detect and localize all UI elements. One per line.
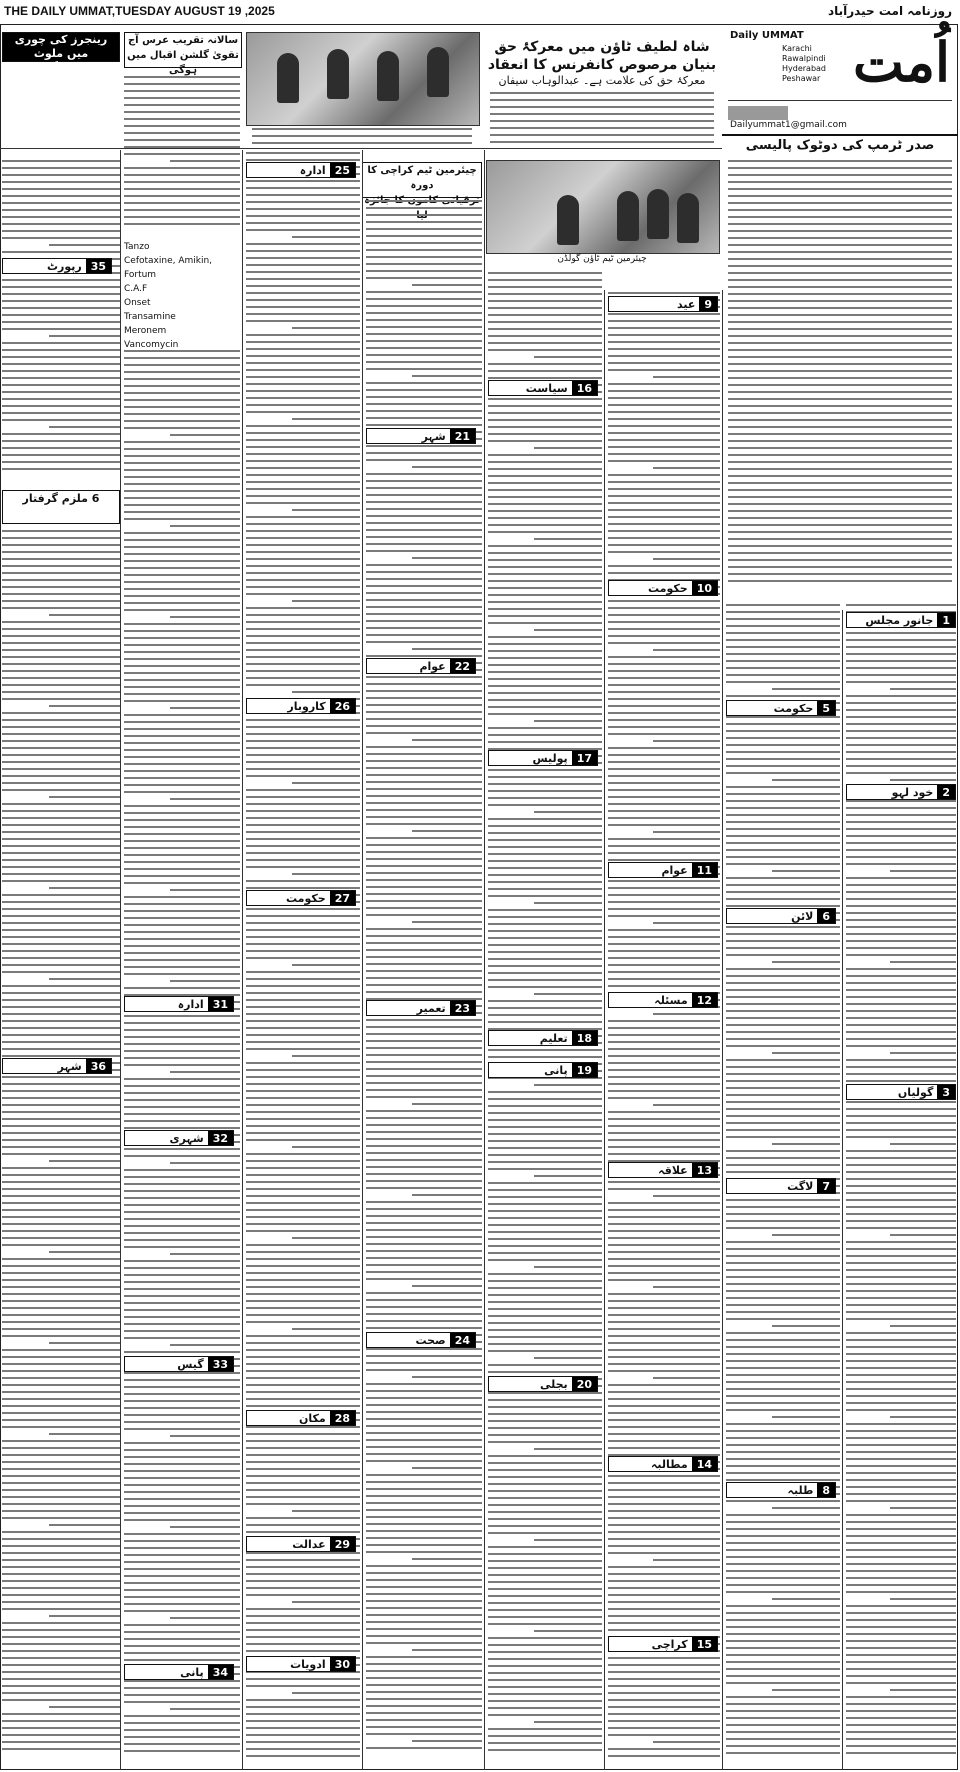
section-header-25 xyxy=(246,162,356,178)
section-header-8 xyxy=(726,1482,836,1498)
section-header-18 xyxy=(488,1030,598,1046)
section-number: 18 xyxy=(572,1031,597,1045)
section-number: 25 xyxy=(330,163,355,177)
section-header-20 xyxy=(488,1376,598,1392)
section-header-27 xyxy=(246,890,356,906)
section-header-34 xyxy=(124,1664,234,1680)
email: Dailyummat1@gmail.com xyxy=(730,120,847,130)
masthead-logo: اُمت xyxy=(853,30,950,94)
section-label: پانی xyxy=(544,1063,568,1077)
annual-box: سالانہ تقریب عرس آج تقویٰ گلشن اقبال میں ہوگی xyxy=(124,32,242,68)
section-number: 12 xyxy=(692,993,717,1007)
lead-body xyxy=(486,92,718,152)
section-header-21 xyxy=(366,428,476,444)
section-number: 5 xyxy=(817,701,835,715)
section-header-32 xyxy=(124,1130,234,1146)
section-label: علاقہ xyxy=(658,1163,688,1177)
section-label: کاروبار xyxy=(287,699,326,713)
section-label: گیس xyxy=(177,1357,204,1371)
section-label: ادارہ xyxy=(299,163,326,177)
section-header-10 xyxy=(608,580,718,596)
section-header-5 xyxy=(726,700,836,716)
section-label: لاگت xyxy=(787,1179,814,1193)
section-label: گولیاں xyxy=(897,1085,934,1099)
section-label: مطالبہ xyxy=(650,1457,688,1471)
masthead xyxy=(722,24,958,136)
section-header-15 xyxy=(608,1636,718,1652)
text-block xyxy=(608,292,720,1762)
section-number: 8 xyxy=(817,1483,835,1497)
section-header-11 xyxy=(608,862,718,878)
text-block xyxy=(124,350,240,1760)
section-header-2 xyxy=(846,784,956,800)
top-bar xyxy=(0,0,960,22)
section-number: 17 xyxy=(572,751,597,765)
section-header-22 xyxy=(366,658,476,674)
right-top-box: رینجرز کی چوری میں ملوث 6 ملزم گرفتار xyxy=(2,32,120,62)
group-photo xyxy=(246,32,480,126)
section-label: صحت xyxy=(415,1333,446,1347)
section-header-13 xyxy=(608,1162,718,1178)
section-label: کراچی xyxy=(651,1637,688,1651)
section-label: خود لہو xyxy=(891,785,934,799)
section-number: 21 xyxy=(450,429,475,443)
section-label: تعلیم xyxy=(539,1031,568,1045)
section-label: ادویات xyxy=(290,1657,326,1671)
section-number: 7 xyxy=(817,1179,835,1193)
section-header-3 xyxy=(846,1084,956,1100)
section-number: 32 xyxy=(208,1131,233,1145)
section-label: حکومت xyxy=(648,581,688,595)
section-header-36 xyxy=(2,1058,112,1074)
section-label: حکومت xyxy=(286,891,326,905)
section-number: 9 xyxy=(699,297,717,311)
text-block xyxy=(246,152,360,1762)
section-number: 10 xyxy=(692,581,717,595)
section-label: تعمیر xyxy=(416,1001,446,1015)
lead-headline: شاہ لطیف ٹاؤن میں معرکۂ حق بنیان مرصوص کانفرنس کا انعقاد xyxy=(487,39,717,73)
section-label: شہری xyxy=(169,1131,204,1145)
section-number: 2 xyxy=(937,785,955,799)
section-label: لائن xyxy=(791,909,814,923)
section-number: 1 xyxy=(937,613,955,627)
section-number: 28 xyxy=(330,1411,355,1425)
dateline: THE DAILY UMMAT,TUESDAY AUGUST 19 ,2025 xyxy=(4,4,275,18)
section-header-24 xyxy=(366,1332,476,1348)
section-label: طلبہ xyxy=(787,1483,814,1497)
section-number: 6 xyxy=(817,909,835,923)
section-label: مسئلہ xyxy=(654,993,688,1007)
editorial-title: صدر ٹرمپ کی دوٹوک پالیسی xyxy=(724,138,956,158)
section-label: عید xyxy=(676,297,696,311)
section-label: پولیس xyxy=(532,751,568,765)
section-label: عدالت xyxy=(292,1537,326,1551)
brand-name: Daily UMMAT xyxy=(730,30,804,41)
section-header-35 xyxy=(2,258,112,274)
section-label: حکومت xyxy=(773,701,814,715)
drug-list: Tanzo Cefotaxine, Amikin, Fortum C.A.F Onset Transamine Meronem Vancomycin xyxy=(124,242,213,350)
section-header-28 xyxy=(246,1410,356,1426)
text-block xyxy=(2,160,120,480)
section-number: 31 xyxy=(208,997,233,1011)
section-number: 3 xyxy=(937,1085,955,1099)
section-number: 27 xyxy=(330,891,355,905)
section-number: 15 xyxy=(692,1637,717,1651)
editorial-body xyxy=(724,160,956,600)
section-header-9 xyxy=(608,296,718,312)
section-label: عوام xyxy=(661,863,688,877)
section-header-12 xyxy=(608,992,718,1008)
text-block xyxy=(2,530,120,1760)
section-number: 19 xyxy=(572,1063,597,1077)
section-header-6 xyxy=(726,908,836,924)
section-number: 34 xyxy=(208,1665,233,1679)
section-number: 35 xyxy=(86,259,111,273)
section-header-16 xyxy=(488,380,598,396)
lead-subhead: معرکۂ حق کی علامت ہے۔ عبدالوہاب سیفان xyxy=(498,74,706,87)
section-label: شہر xyxy=(57,1059,82,1073)
section-header-17 xyxy=(488,750,598,766)
section-number: 22 xyxy=(450,659,475,673)
section-label: عوام xyxy=(419,659,446,673)
section-label: سیاست xyxy=(525,381,568,395)
section-header-7 xyxy=(726,1178,836,1194)
text-block xyxy=(124,76,240,236)
section-label: مکان xyxy=(298,1411,326,1425)
section-header-14 xyxy=(608,1456,718,1472)
lead-photo xyxy=(486,160,720,254)
section-number: 13 xyxy=(692,1163,717,1177)
section-number: 33 xyxy=(208,1357,233,1371)
section-number: 16 xyxy=(572,381,597,395)
section-label: بجلی xyxy=(540,1377,568,1391)
section-header-26 xyxy=(246,698,356,714)
section-number: 11 xyxy=(692,863,717,877)
section-header-29 xyxy=(246,1536,356,1552)
section-number: 14 xyxy=(692,1457,717,1471)
section-label: رپورٹ xyxy=(46,259,82,273)
section-number: 29 xyxy=(330,1537,355,1551)
text-block xyxy=(488,272,602,1762)
section-number: 26 xyxy=(330,699,355,713)
section-number: 20 xyxy=(572,1377,597,1391)
page-number-urdu: روزنامہ امت حیدرآباد xyxy=(827,4,952,18)
section-header-33 xyxy=(124,1356,234,1372)
section-number: 36 xyxy=(86,1059,111,1073)
section-header-1 xyxy=(846,612,956,628)
section-header-23 xyxy=(366,1000,476,1016)
section-label: پانی xyxy=(180,1665,204,1679)
section-header-31 xyxy=(124,996,234,1012)
section-label: شہر xyxy=(421,429,446,443)
section-number: 24 xyxy=(450,1333,475,1347)
section-header-30 xyxy=(246,1656,356,1672)
lead-photo-caption: چیئرمین ٹیم ٹاؤن گولڈن xyxy=(557,254,647,264)
section-number: 30 xyxy=(330,1657,355,1671)
section-number: 23 xyxy=(450,1001,475,1015)
section-header-19 xyxy=(488,1062,598,1078)
cities: Karachi Rawalpindi Hyderabad Peshawar xyxy=(782,44,826,83)
text-block xyxy=(846,604,956,1764)
mid-left-box: 6 ملزم گرفتار xyxy=(2,490,120,524)
chairman-box: چیئرمین ٹیم کراچی کا دورہ xyxy=(362,162,482,198)
section-label: جانور مجلس xyxy=(865,613,934,627)
section-label: ادارہ xyxy=(177,997,204,1011)
